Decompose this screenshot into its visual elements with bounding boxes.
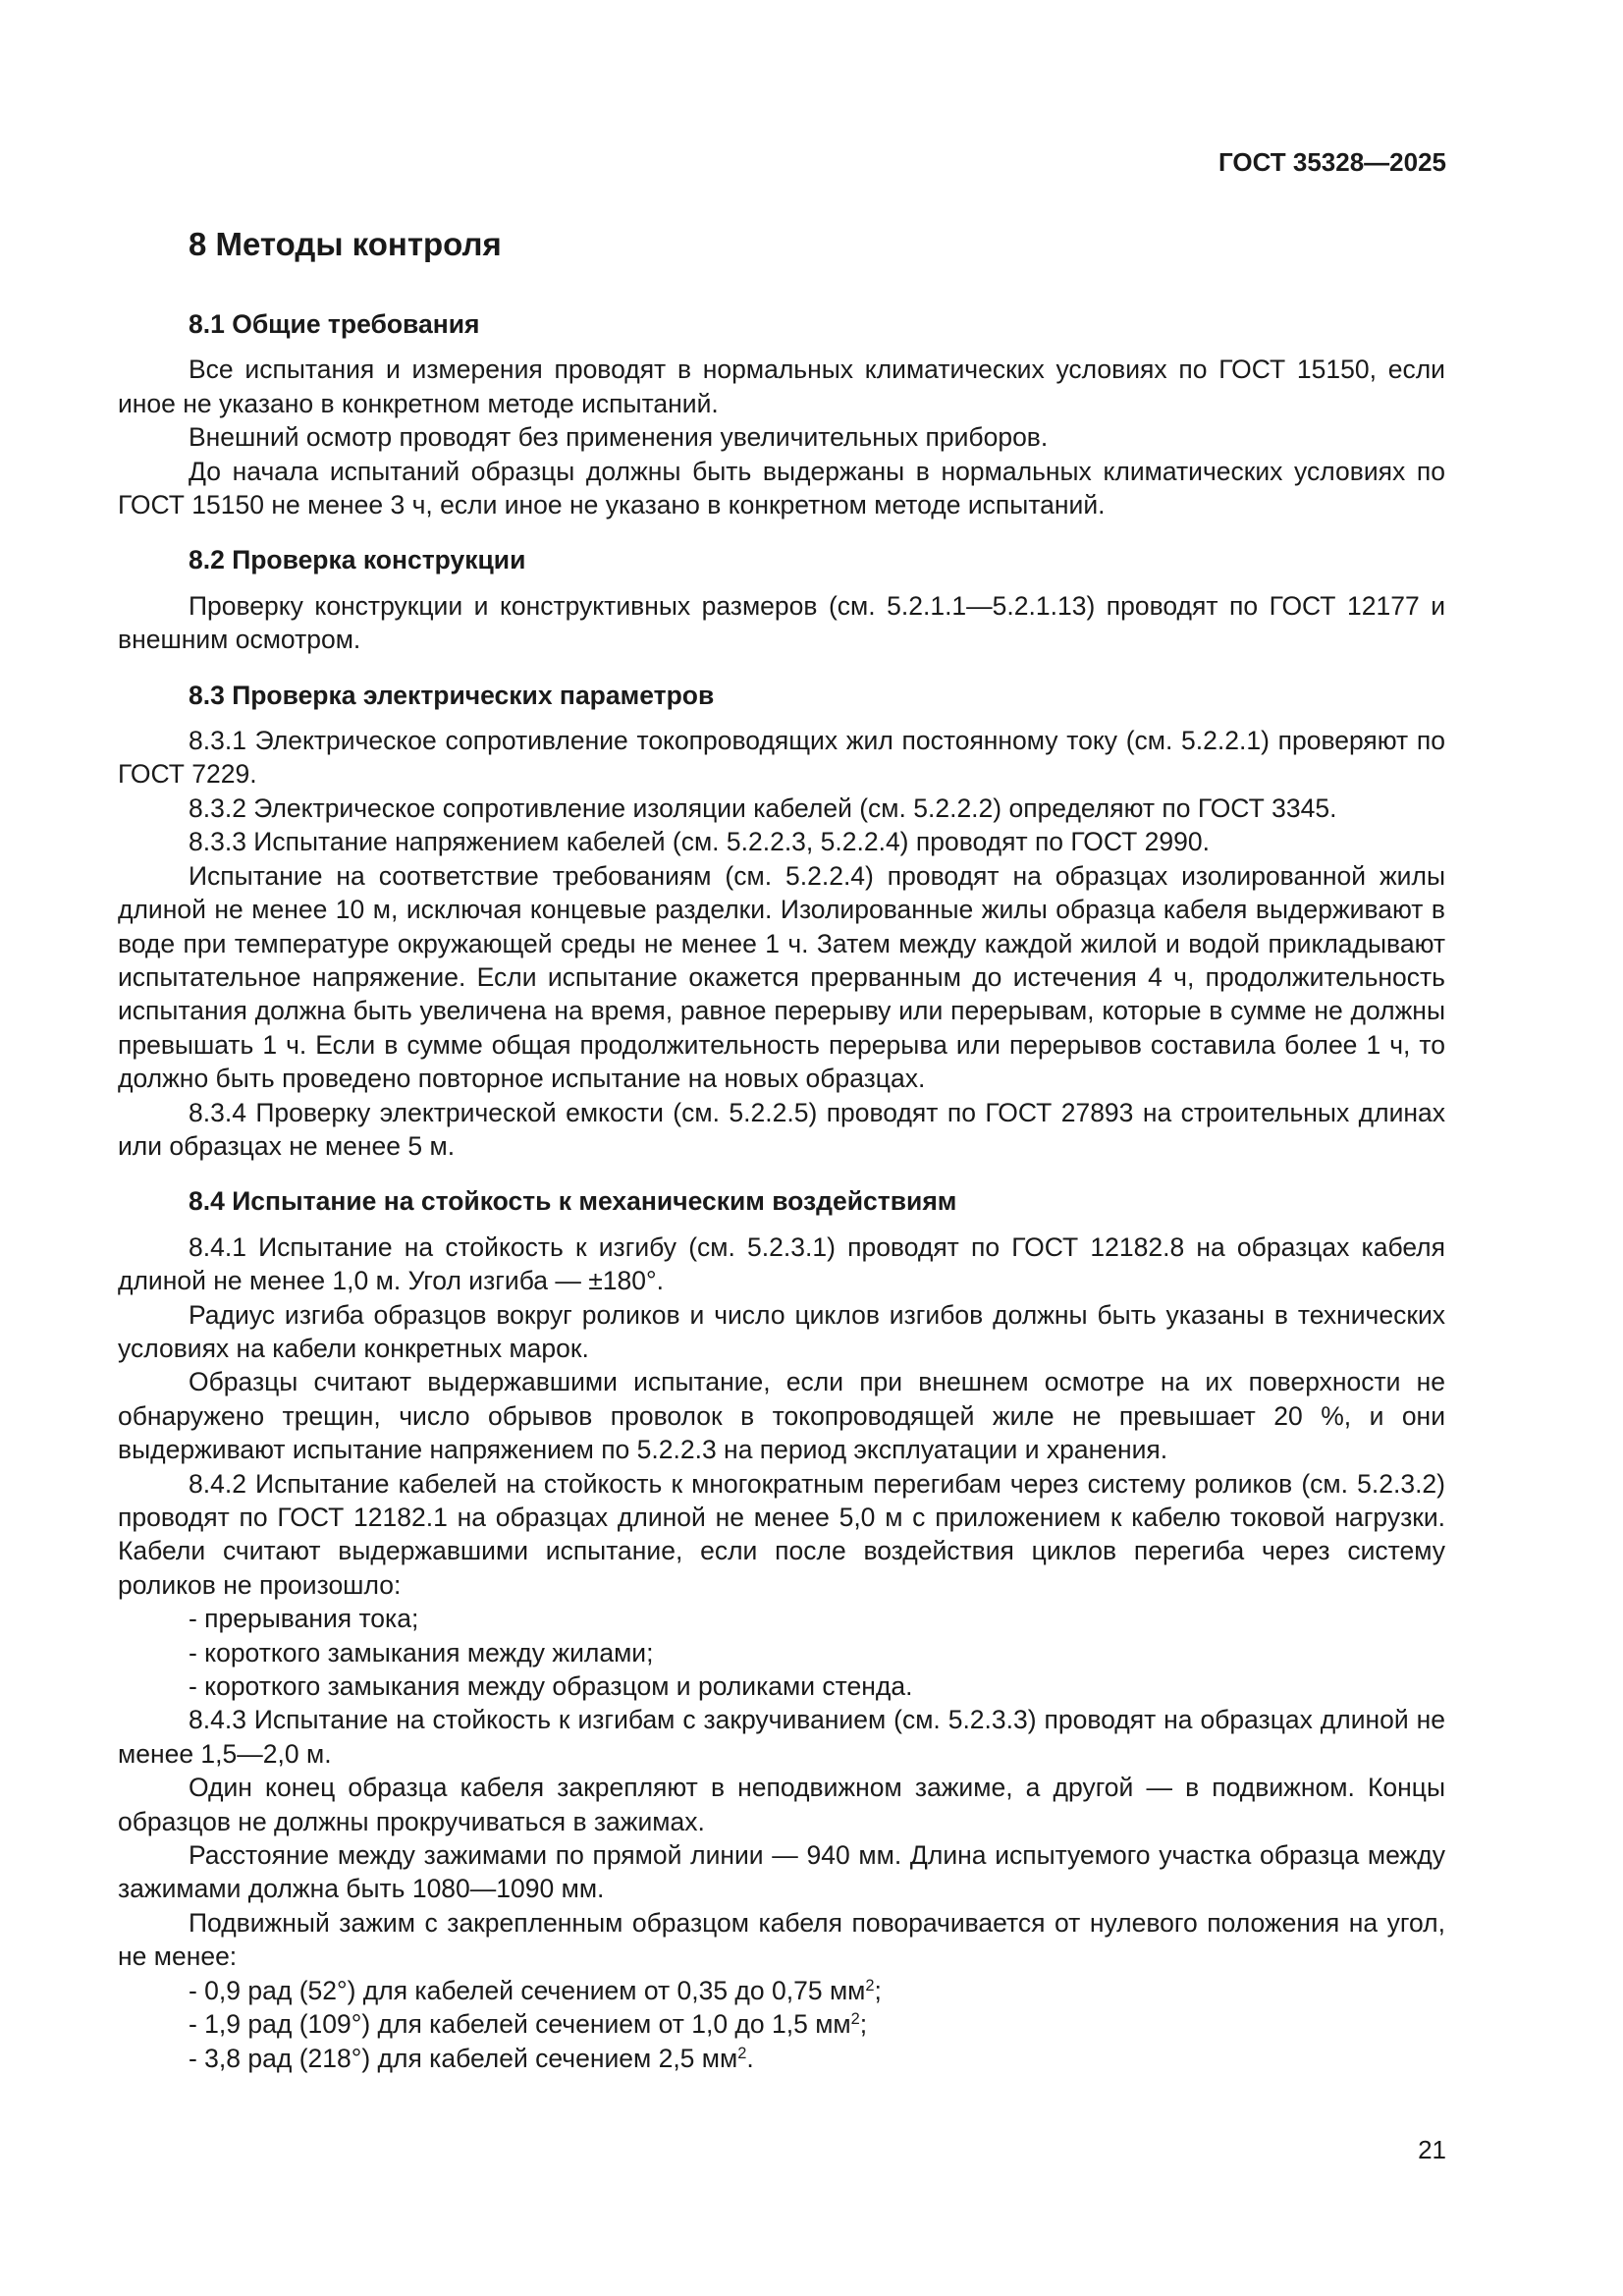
list-item bbox=[118, 2007, 1445, 2041]
section-8-1-heading: 8.1 Общие требования bbox=[189, 309, 480, 339]
paragraph: Проверку конструкции и конструктивных размеров (см. 5.2.1.1—5.2.1.13) проводят по ГОСТ 12177 и внешним осмотром. bbox=[118, 590, 1445, 655]
superscript: 2 bbox=[737, 2044, 747, 2062]
paragraph: 8.4.3 Испытание на стойкость к изгибам с закручиванием (см. 5.2.3.3) проводят на образцах длиной не менее 1,5—2,0 м. bbox=[118, 1705, 1445, 1769]
paragraph: 8.3.1 Электрическое сопротивление токопроводящих жил постоянному току (см. 5.2.2.1) проверяют по ГОСТ 7229. bbox=[118, 726, 1445, 790]
list-item bbox=[118, 2042, 1445, 2075]
paragraph: 8.4.2 Испытание кабелей на стойкость к многократным перегибам через систему роликов (см. 5.2.3.2) проводят по ГОСТ 12182.1 на образцах длиной не менее 5,0 м с приложением к кабелю токовой нагрузки. Кабели считают выдержавшими испытание, если после воздействия циклов перегиба через систему роликов не произошло: bbox=[118, 1468, 1445, 1600]
paragraph: Внешний осмотр проводят без применения увеличительных приборов. bbox=[189, 422, 1049, 453]
section-8-3-heading: 8.3 Проверка электрических параметров bbox=[189, 680, 715, 710]
section-8-4-heading: 8.4 Испытание на стойкость к механическим воздействиям bbox=[189, 1186, 957, 1217]
section-title: 8 Методы контроля bbox=[189, 226, 502, 262]
list-item-text: - 3,8 рад (218°) для кабелей сечением 2,5 мм bbox=[189, 2043, 738, 2073]
standard-header: ГОСТ 35328—2025 bbox=[1218, 147, 1446, 177]
list-item-end: . bbox=[746, 2043, 754, 2073]
paragraph: 8.3.4 Проверку электрической емкости (см. 5.2.2.5) проводят по ГОСТ 27893 на строительных длинах или образцах не менее 5 м. bbox=[118, 1097, 1445, 1161]
page-number: 21 bbox=[1418, 2135, 1446, 2164]
paragraph: Подвижный зажим с закрепленным образцом кабеля поворачивается от нулевого положения на угол, не менее: bbox=[118, 1907, 1445, 1972]
list-item: - короткого замыкания между жилами; bbox=[189, 1637, 654, 1667]
paragraph: Один конец образца кабеля закрепляют в неподвижном зажиме, а другой — в подвижном. Концы образцов не должны прокручиваться в зажимах. bbox=[118, 1773, 1445, 1836]
list-item-end: ; bbox=[859, 2009, 868, 2040]
paragraph: Образцы считают выдержавшими испытание, если при внешнем осмотре на их поверхности не обнаружено трещин, число обрывов проволок в токопроводящей жиле не превышает 20 %, и они выдерживают испытание напряжением по 5.2.2.3 на период эксплуатации и хранения. bbox=[118, 1367, 1445, 1465]
superscript: 2 bbox=[850, 2010, 860, 2029]
list-item: - прерывания тока; bbox=[189, 1604, 419, 1634]
paragraph: 8.4.1 Испытание на стойкость к изгибу (см. 5.2.3.1) проводят по ГОСТ 12182.8 на образцах кабеля длиной не менее 1,0 м. Угол изгиба — ±180°. bbox=[118, 1231, 1445, 1296]
paragraph: Радиус изгиба образцов вокруг роликов и число циклов изгибов должны быть указаны в технических условиях на кабели конкретных марок. bbox=[118, 1299, 1445, 1363]
paragraph: Все испытания и измерения проводят в нормальных климатических условиях по ГОСТ 15150, если иное не указано в конкретном методе испытаний. bbox=[118, 355, 1445, 418]
list-item-end: ; bbox=[874, 1975, 882, 2005]
list-item: - короткого замыкания между образцом и роликами стенда. bbox=[189, 1671, 913, 1702]
superscript: 2 bbox=[865, 1976, 875, 1995]
list-item bbox=[118, 1974, 1445, 2007]
paragraph: Расстояние между зажимами по прямой линии — 940 мм. Длина испытуемого участка образца между зажимами должна быть 1080—1090 мм. bbox=[118, 1840, 1445, 1904]
section-8-2-heading: 8.2 Проверка конструкции bbox=[189, 545, 526, 575]
page-content bbox=[118, 221, 1445, 2075]
paragraph: До начала испытаний образцы должны быть выдержаны в нормальных климатических условиях по ГОСТ 15150 не менее 3 ч, если иное не указано в конкретном методе испытаний. bbox=[118, 456, 1445, 520]
paragraph: 8.3.2 Электрическое сопротивление изоляции кабелей (см. 5.2.2.2) определяют по ГОСТ 3345. bbox=[189, 793, 1337, 823]
list-item-text: - 1,9 рад (109°) для кабелей сечением от 1,0 до 1,5 мм bbox=[189, 2009, 851, 2040]
list-item-text: - 0,9 рад (52°) для кабелей сечением от 0,35 до 0,75 мм bbox=[189, 1975, 866, 2005]
paragraph: Испытание на соответствие требованиям (см. 5.2.2.4) проводят на образцах изолированной жилы длиной не менее 10 м, исключая концевые разделки. Изолированные жилы образца кабеля выдерживают в воде при температуре окружающей среды не менее 1 ч. Затем между каждой жилой и водой прикладывают испытательное напряжение. Если испытание окажется прерванным до истечения 4 ч, продолжительность испытания должна быть увеличена на время, равное перерыву или перерывам, которые в сумме не должны превышать 1 ч. Если в сумме общая продолжительность перерыва или перерывов составила более 1 ч, то должно быть проведено повторное испытание на новых образцах. bbox=[118, 860, 1445, 1094]
paragraph: 8.3.3 Испытание напряжением кабелей (см. 5.2.2.3, 5.2.2.4) проводят по ГОСТ 2990. bbox=[189, 827, 1210, 857]
